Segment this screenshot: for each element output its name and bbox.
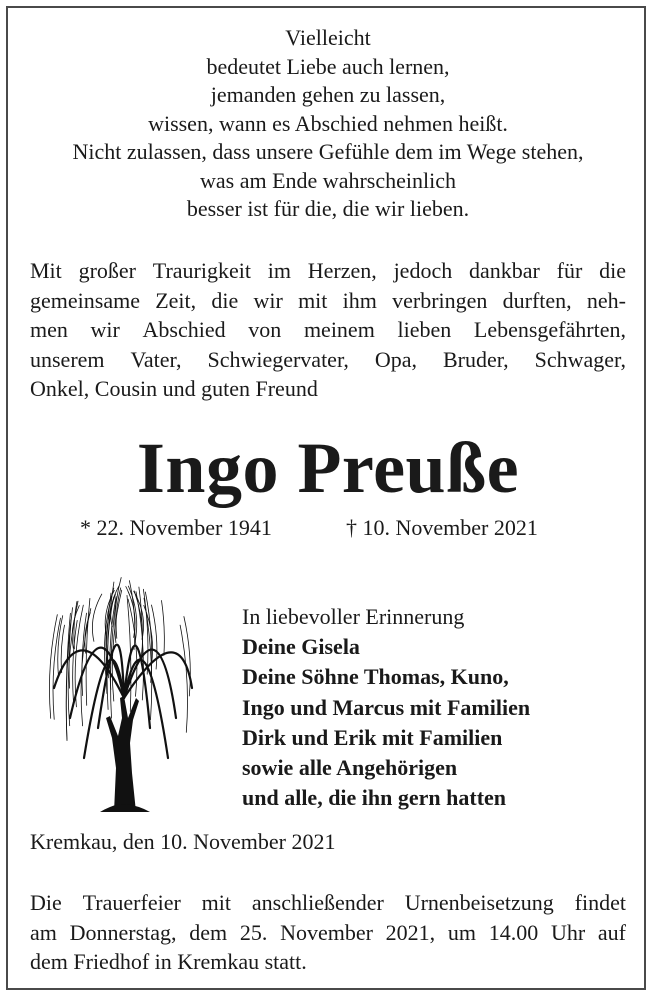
word: um xyxy=(447,919,476,945)
word: auf xyxy=(597,919,626,945)
poem-line: jemanden gehen zu lassen, xyxy=(210,82,446,107)
word: dem xyxy=(189,919,228,945)
word: im xyxy=(267,258,291,283)
poem-line: wissen, wann es Abschied nehmen heißt. xyxy=(148,110,508,136)
word: Bruder, xyxy=(442,346,509,372)
word: Mit xyxy=(30,258,62,283)
service-line xyxy=(30,918,626,948)
word: lieben xyxy=(397,317,452,342)
word: dem Friedhof in Kremkau statt. xyxy=(30,949,307,974)
word: Abschied xyxy=(142,317,226,342)
poem-line: was am Ende wahrscheinlich xyxy=(200,167,456,193)
word: mit xyxy=(298,287,328,313)
word: Donnerstag, xyxy=(69,919,177,945)
word: Trauerfeier xyxy=(82,890,181,915)
word: jedoch xyxy=(393,258,453,283)
poem-line: besser ist für die, die wir lieben. xyxy=(186,196,470,221)
willow-tree-icon xyxy=(40,568,204,812)
word: dankbar xyxy=(469,258,540,283)
death-date: † 10. November 2021 xyxy=(346,515,538,540)
word: großer xyxy=(78,258,136,283)
intro-line xyxy=(30,345,626,375)
intro-line xyxy=(30,256,626,286)
word: unserem xyxy=(30,346,105,372)
word: am xyxy=(30,919,57,945)
mourner-line: Ingo und Marcus mit Familien xyxy=(242,694,531,720)
word: meinem xyxy=(303,317,375,342)
word: für xyxy=(556,258,583,283)
poem-line: Vielleicht xyxy=(285,25,371,50)
word: Die xyxy=(30,890,62,915)
word: die xyxy=(211,287,239,313)
word: gemeinsame xyxy=(30,287,140,313)
word: anschließender xyxy=(251,890,384,915)
word: mit xyxy=(201,890,231,915)
intro-line xyxy=(30,315,626,345)
mourner-line: sowie alle Angehörigen xyxy=(242,755,458,781)
word: wir xyxy=(253,287,283,313)
place-date: Kremkau, den 10. November 2021 xyxy=(30,829,336,854)
word: Opa, xyxy=(374,346,417,372)
word: neh- xyxy=(586,287,626,313)
deceased-name: Ingo Preuße xyxy=(136,428,520,508)
mourner-line: Deine Gisela xyxy=(242,634,360,660)
word: wir xyxy=(90,317,120,342)
intro-line xyxy=(30,374,626,404)
mourners-block xyxy=(242,602,642,813)
mourners-intro: In liebevoller Erinnerung xyxy=(242,604,465,629)
mourner-line: Dirk und Erik mit Familien xyxy=(242,724,503,750)
word: die xyxy=(599,258,626,283)
word: Schwager, xyxy=(534,346,626,372)
word: verbringen xyxy=(392,287,488,313)
word: Uhr xyxy=(550,919,586,945)
word: Herzen, xyxy=(307,258,377,283)
word: November xyxy=(280,919,373,945)
mourner-line: Deine Söhne Thomas, Kuno, xyxy=(242,664,509,690)
mourner-line: und alle, die ihn gern hatten xyxy=(242,785,507,811)
service-line xyxy=(30,947,626,977)
poem xyxy=(8,24,648,224)
word: ihm xyxy=(342,287,377,313)
service-line xyxy=(30,888,626,918)
word: von xyxy=(248,317,282,342)
word: Schwiegervater, xyxy=(207,346,349,372)
birth-date: * 22. November 1941 xyxy=(80,515,272,540)
word: Lebensgefährten, xyxy=(473,317,626,342)
word: Zeit, xyxy=(155,287,197,313)
funeral-info xyxy=(30,888,626,977)
word: 2021, xyxy=(385,919,436,945)
poem-line: bedeutet Liebe auch lernen, xyxy=(206,53,450,79)
poem-line: Nicht zulassen, dass unsere Gefühle dem im Wege stehen, xyxy=(72,139,584,164)
word: Onkel, Cousin und guten Freund xyxy=(30,376,318,401)
word: durften, xyxy=(502,287,572,313)
intro-text xyxy=(30,256,626,404)
word: findet xyxy=(574,890,626,915)
word: Urnenbeisetzung xyxy=(404,890,554,915)
word: Vater, xyxy=(130,346,182,372)
word: 25. xyxy=(239,919,268,945)
word: men xyxy=(30,317,68,342)
intro-line xyxy=(30,286,626,316)
word: Traurigkeit xyxy=(152,258,251,283)
word: 14.00 xyxy=(488,919,539,945)
